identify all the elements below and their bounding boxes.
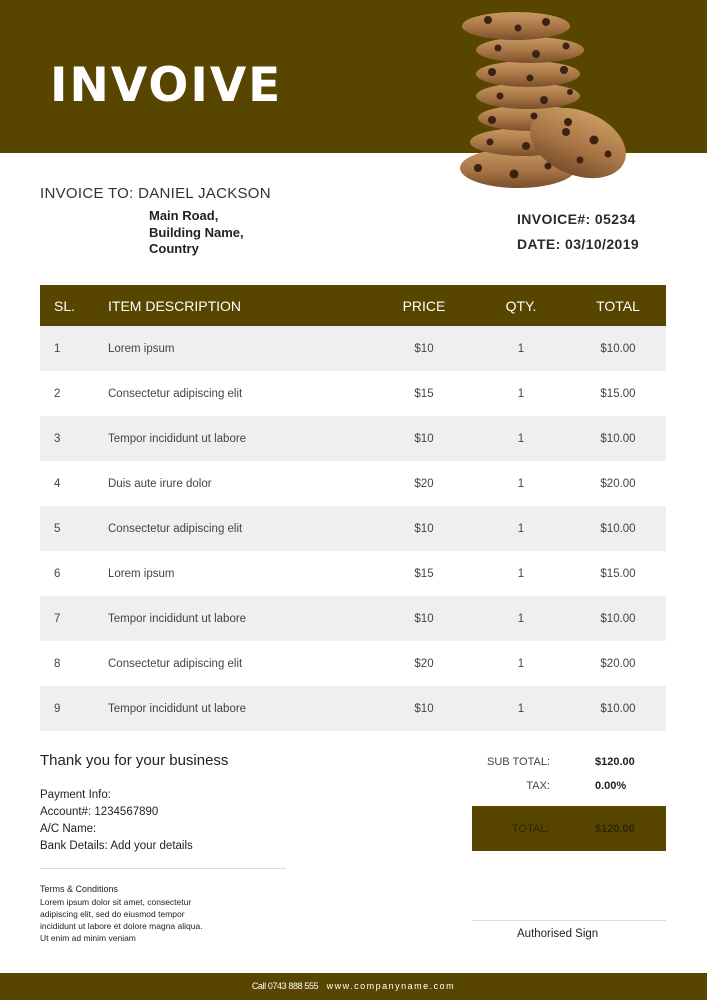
thank-you-message: Thank you for your business <box>40 752 229 769</box>
header-sl: SL. <box>54 298 76 314</box>
row-price: $10 <box>414 703 434 715</box>
row-price: $10 <box>414 343 434 355</box>
row-price: $10 <box>414 433 434 445</box>
payment-info <box>40 787 193 855</box>
row-price: $10 <box>414 523 434 535</box>
row-total: $10.00 <box>600 343 636 355</box>
row-description: Lorem ipsum <box>108 568 175 580</box>
footer-website: www.companyname.com <box>326 981 456 991</box>
header-price: PRICE <box>402 298 446 314</box>
table-row <box>40 461 666 506</box>
row-total: $10.00 <box>600 703 636 715</box>
row-sl: 8 <box>54 658 61 670</box>
footer-bar <box>0 973 707 1000</box>
row-qty: 1 <box>517 613 525 625</box>
row-qty: 1 <box>517 523 525 535</box>
table-header <box>40 285 666 326</box>
row-qty: 1 <box>517 703 525 715</box>
account-number: Account#: 1234567890 <box>40 806 159 818</box>
row-qty: 1 <box>517 343 525 355</box>
row-total: $10.00 <box>600 433 636 445</box>
row-price: $20 <box>414 658 434 670</box>
terms-text <box>40 896 240 944</box>
subtotal-value: $120.00 <box>595 756 635 768</box>
row-sl: 5 <box>54 523 61 535</box>
tax-label: TAX: <box>526 780 550 792</box>
table-row <box>40 641 666 686</box>
row-description: Lorem ipsum <box>108 343 175 355</box>
table-row <box>40 416 666 461</box>
row-description: Duis aute irure dolor <box>108 478 212 490</box>
row-total: $10.00 <box>600 523 636 535</box>
terms-title: Terms & Conditions <box>40 884 119 894</box>
invoice-meta <box>517 211 639 261</box>
total-label: TOTAL: <box>512 823 550 835</box>
address-line: Building Name, <box>149 224 244 240</box>
terms-line: Ut enim ad minim veniam <box>40 933 136 943</box>
row-qty: 1 <box>517 433 525 445</box>
row-total: $15.00 <box>600 388 636 400</box>
divider <box>40 868 286 869</box>
subtotal-label: SUB TOTAL: <box>487 756 550 768</box>
row-total: $15.00 <box>600 568 636 580</box>
row-total: $10.00 <box>600 613 636 625</box>
row-price: $15 <box>414 568 434 580</box>
row-sl: 1 <box>54 343 61 355</box>
table-body <box>40 326 666 731</box>
cookie-stack-image <box>448 8 638 192</box>
header-total: TOTAL <box>596 298 640 314</box>
row-qty: 1 <box>517 568 525 580</box>
total-box <box>472 806 666 851</box>
footer-phone: Call 0743 888 555 <box>251 981 319 991</box>
items-table <box>40 285 666 731</box>
row-qty: 1 <box>517 658 525 670</box>
table-row <box>40 371 666 416</box>
payment-title: Payment Info: <box>40 789 111 801</box>
row-total: $20.00 <box>600 478 636 490</box>
row-description: Consectetur adipiscing elit <box>108 388 243 400</box>
address-line: Main Road, <box>149 208 219 223</box>
row-description: Tempor incididunt ut labore <box>108 703 247 715</box>
row-description: Consectetur adipiscing elit <box>108 658 243 670</box>
row-sl: 4 <box>54 478 61 490</box>
invoice-to-customer: INVOICE TO: DANIEL JACKSON <box>40 185 271 202</box>
terms-line: adipiscing elit, sed do eiusmod tempor <box>40 909 185 919</box>
row-sl: 7 <box>54 613 61 625</box>
table-row <box>40 506 666 551</box>
bank-details: Bank Details: Add your details <box>40 840 193 852</box>
row-price: $10 <box>414 613 434 625</box>
customer-address <box>149 208 244 258</box>
row-description: Consectetur adipiscing elit <box>108 523 243 535</box>
account-name: A/C Name: <box>40 823 97 835</box>
invoice-title: INVOIVE <box>50 58 283 113</box>
row-total: $20.00 <box>600 658 636 670</box>
row-sl: 9 <box>54 703 61 715</box>
terms-line: Lorem ipsum dolor sit amet, consectetur <box>40 897 192 907</box>
authorised-sign: Authorised Sign <box>517 928 599 940</box>
invoice-date: DATE: 03/10/2019 <box>517 236 640 252</box>
row-qty: 1 <box>517 388 525 400</box>
header-qty: QTY. <box>505 298 537 314</box>
row-description: Tempor incididunt ut labore <box>108 613 247 625</box>
row-price: $20 <box>414 478 434 490</box>
row-sl: 2 <box>54 388 61 400</box>
row-qty: 1 <box>517 478 525 490</box>
header-description: ITEM DESCRIPTION <box>108 298 242 314</box>
terms-line: incididunt ut labore et dolore magna aliqua. <box>40 921 203 931</box>
invoice-number: INVOICE#: 05234 <box>517 211 636 227</box>
table-row <box>40 551 666 596</box>
table-row <box>40 686 666 731</box>
row-description: Tempor incididunt ut labore <box>108 433 247 445</box>
row-price: $15 <box>414 388 434 400</box>
row-sl: 6 <box>54 568 61 580</box>
tax-value: 0.00% <box>595 780 627 792</box>
total-value: $120.00 <box>595 823 635 835</box>
address-line: Country <box>149 241 199 256</box>
row-sl: 3 <box>54 433 61 445</box>
signature-line <box>472 920 666 921</box>
table-row <box>40 326 666 371</box>
table-row <box>40 596 666 641</box>
